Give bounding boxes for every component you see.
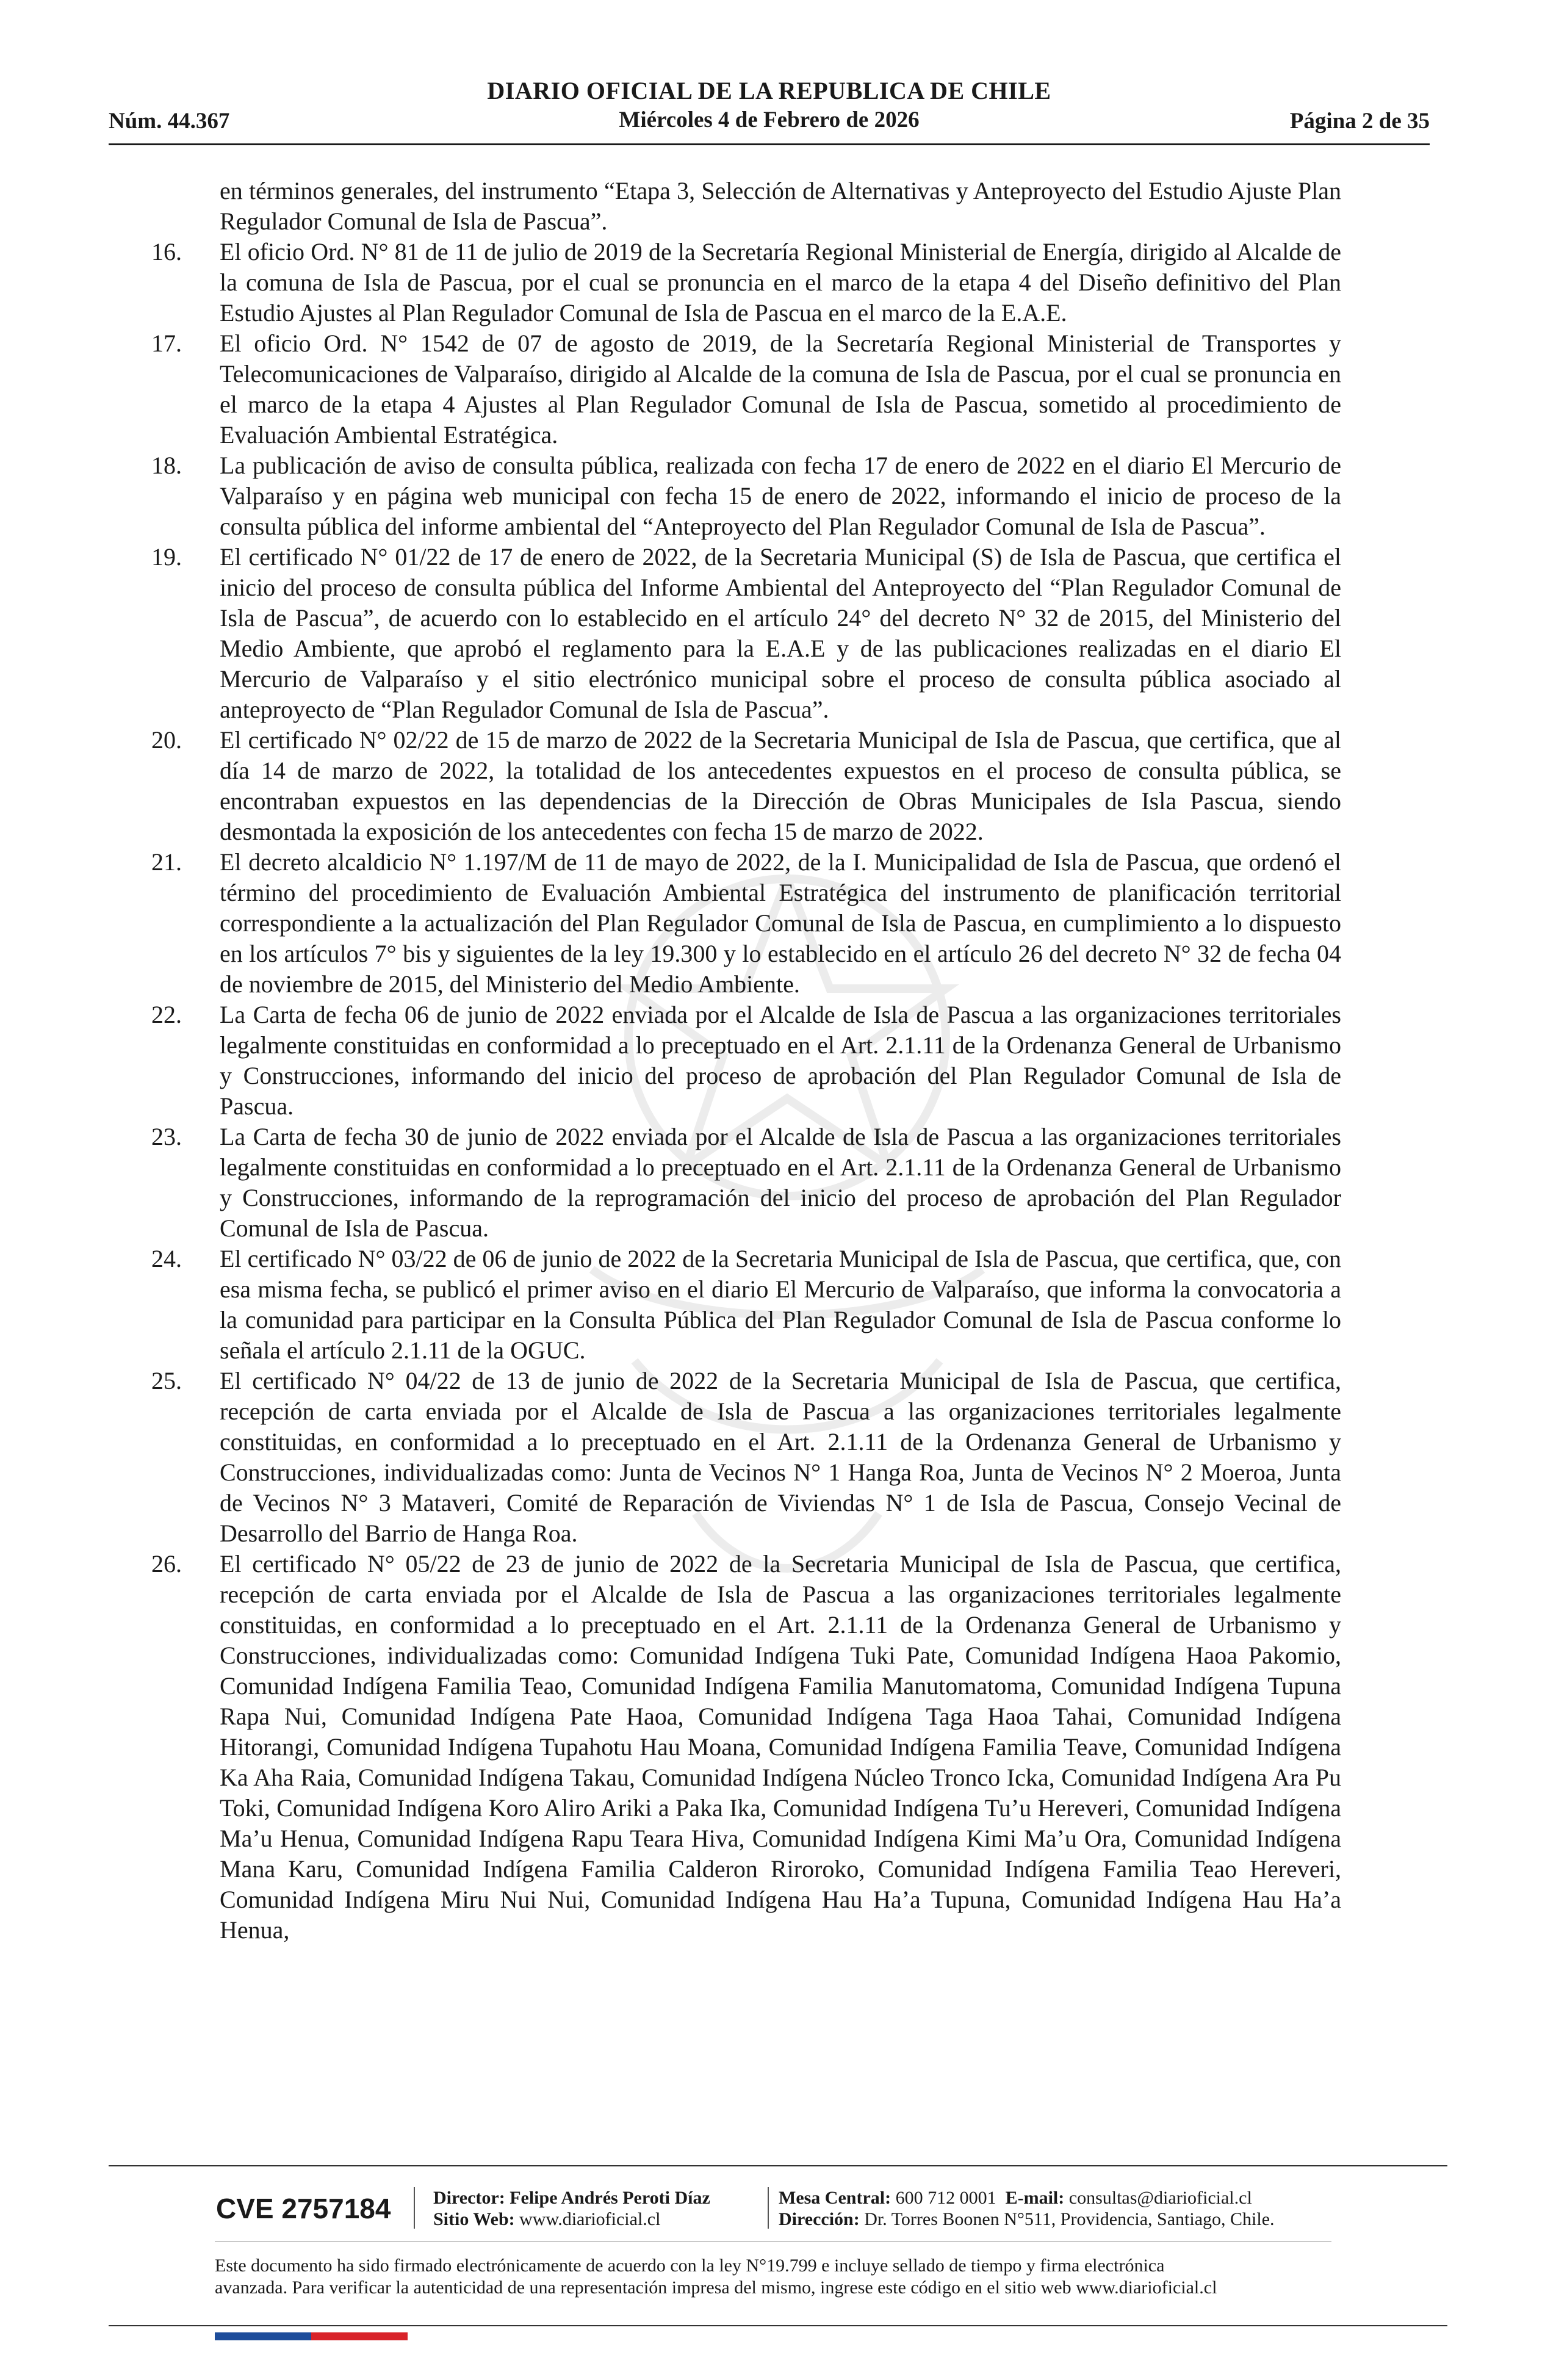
paragraph-text: El certificado N° 04/22 de 13 de junio de 2022 de la Secretaria Municipal de Isla de Pascua, que certifica, recepción de carta enviada por el Alcalde de Isla de Pascua a las organizaciones territoriales legalmente constituidas, en conformidad a lo preceptuado en el Art. 2.1.11 de la Ordenanza General de Urbanismo y Construcciones, individualizadas como: Junta de Vecinos N° 1 Hanga Roa, Junta de Vecinos N° 2 Moeroa, Junta de Vecinos N° 3 Mataveri, Comité de Reparación de Viviendas N° 1 de Isla de Pascua, Consejo Vecinal de Desarrollo del Barrio de Hanga Roa. (220, 1367, 1341, 1547)
legal-line-2: avanzada. Para verificar la autenticidad de una representación impresa del mismo, ingrese este código en el sitio web www.diarioficial.cl (215, 2277, 1217, 2298)
item-number: 20. (151, 726, 182, 754)
list-item (151, 1549, 1341, 1945)
paragraph-text: La Carta de fecha 30 de junio de 2022 enviada por el Alcalde de Isla de Pascua a las organizaciones territoriales legalmente constituidas en conformidad a lo preceptuado en el Art. 2.1.11 de la Ordenanza General de Urbanismo y Construcciones, informando de la reprogramación del inicio del proceso de aprobación del Plan Regulador Comunal de Isla de Pascua. (220, 1123, 1341, 1242)
paragraph-text: La Carta de fecha 06 de junio de 2022 enviada por el Alcalde de Isla de Pascua a las organizaciones territoriales legalmente constituidas en conformidad a lo preceptuado en el Art. 2.1.11 de la Ordenanza General de Urbanismo y Construcciones, informando del inicio del proceso de aprobación del Plan Regulador Comunal de Isla de Pascua. (220, 1001, 1341, 1120)
paragraph-text: El certificado N° 03/22 de 06 de junio de 2022 de la Secretaria Municipal de Isla de Pascua, que certifica, que, con esa misma fecha, se publicó el primer aviso en el diario El Mercurio de Valparaíso, que informa la convocatoria a la comunidad para participar en la Consulta Pública del Plan Regulador Comunal de Isla de Pascua conforme lo señala el artículo 2.1.11 de la OGUC. (220, 1245, 1341, 1364)
footer-top-rule (109, 2165, 1447, 2166)
web-link[interactable]: www.diarioficial.cl (519, 2209, 661, 2229)
paragraph-text: El certificado N° 05/22 de 23 de junio de 2022 de la Secretaria Municipal de Isla de Pascua, que certifica, recepción de carta enviada por el Alcalde de Isla de Pascua a las organizaciones territoriales legalmente constituidas, en conformidad a lo preceptuado en el Art. 2.1.11 de la Ordenanza General de Urbanismo y Construcciones, individualizadas como: Comunidad Indígena Tuki Pate, Comunidad Indígena Haoa Pakomio, Comunidad Indígena Familia Teao, Comunidad Indígena Familia Manutomatoma, Comunidad Indígena Tupuna Rapa Nui, Comunidad Indígena Pate Haoa, Comunidad Indígena Taga Haoa Tahai, Comunidad Indígena Hitorangi, Comunidad Indígena Tupahotu Hau Moana, Comunidad Indígena Familia Teave, Comunidad Indígena Ka Aha Raia, Comunidad Indígena Takau, Comunidad Indígena Núcleo Tronco Icka, Comunidad Indígena Ara Pu Toki, Comunidad Indígena Koro Aliro Ariki a Paka Ika, Comunidad Indígena Tu’u Hereveri, Comunidad Indígena Ma’u Henua, Comunidad Indígena Rapu Teara Hiva, Comunidad Indígena Kimi Ma’u Ora, Comunidad Indígena Mana Karu, Comunidad Indígena Familia Calderon Riroroko, Comunidad Indígena Familia Teao Hereveri, Comunidad Indígena Miru Nui Nui, Comunidad Indígena Hau Ha’a Tupuna, Comunidad Indígena Hau Ha’a Henua, (220, 1550, 1341, 1944)
document-body (151, 176, 1341, 1945)
email-link[interactable]: consultas@diarioficial.cl (1068, 2188, 1252, 2208)
paragraph-text: El certificado N° 01/22 de 17 de enero de 2022, de la Secretaria Municipal (S) de Isla de Pascua, que certifica el inicio del proceso de consulta pública del Informe Ambiental del Anteproyecto del “Plan Regulador Comunal de Isla de Pascua”, de acuerdo con lo establecido en el artículo 24° del decreto N° 32 de 2015, del Ministerio del Medio Ambiente, que aprobó el reglamento para la E.A.E y de las publicaciones realizadas en el diario El Mercurio de Valparaíso y el sitio electrónico municipal sobre el proceso de consulta pública asociado al anteproyecto de “Plan Regulador Comunal de Isla de Pascua”. (220, 543, 1341, 723)
list-item (151, 542, 1341, 725)
item-number: 22. (151, 1001, 182, 1028)
director-name: Felipe Andrés Peroti Díaz (510, 2188, 710, 2208)
flag-red-segment (311, 2332, 408, 2340)
address-value: Dr. Torres Boonen N°511, Providencia, Santiago, Chile. (864, 2209, 1275, 2229)
legal-notice (215, 2255, 1374, 2299)
item-number: 19. (151, 543, 182, 571)
list-item (151, 1244, 1341, 1366)
footer-bottom-rule (109, 2325, 1447, 2326)
item-number: 23. (151, 1123, 182, 1150)
item-number: 18. (151, 452, 182, 479)
paragraph-text: El decreto alcaldicio N° 1.197/M de 11 de mayo de 2022, de la I. Municipalidad de Isla de Pascua, que ordenó el término del procedimiento de Evaluación Ambiental Estratégica del instrumento de planificación territorial correspondiente a la actualización del Plan Regulador Comunal de Isla de Pascua, en cumplimiento a lo dispuesto en los artículos 7° bis y siguientes de la ley 19.300 y lo establecido en el artículo 26 del decreto N° 32 de fecha 04 de noviembre de 2015, del Ministerio del Medio Ambiente. (220, 848, 1341, 998)
paragraph-text: El certificado N° 02/22 de 15 de marzo de 2022 de la Secretaria Municipal de Isla de Pascua, que certifica, que al día 14 de marzo de 2022, la totalidad de los antecedentes expuestos en el proceso de consulta pública, se encontraban expuestos en las dependencias de la Dirección de Obras Municipales de Isla Pascua, siendo desmontada la exposición de los antecedentes con fecha 15 de marzo de 2022. (220, 726, 1341, 845)
mesa-label: Mesa Central: (779, 2188, 891, 2208)
list-item (151, 1000, 1341, 1122)
list-item (151, 1366, 1341, 1549)
paragraph-text: La publicación de aviso de consulta pública, realizada con fecha 17 de enero de 2022 en el diario El Mercurio de Valparaíso y en página web municipal con fecha 15 de enero de 2022, informando el inicio de proceso de la consulta pública del informe ambiental del “Anteproyecto del Plan Regulador Comunal de Isla de Pascua”. (220, 452, 1341, 540)
email-label: E-mail: (1005, 2188, 1065, 2208)
publication-date: Miércoles 4 de Febrero de 2026 (619, 107, 920, 132)
footer-contact-block (779, 2187, 1275, 2230)
flag-blue-segment (215, 2332, 311, 2340)
web-label: Sitio Web: (433, 2209, 515, 2229)
list-item (151, 847, 1341, 1000)
issue-number: Núm. 44.367 (109, 109, 230, 134)
list-item (151, 328, 1341, 450)
list-item (151, 450, 1341, 542)
item-number: 24. (151, 1245, 182, 1272)
footer-divider (768, 2187, 769, 2229)
list-item (151, 1122, 1341, 1244)
list-item (151, 725, 1341, 847)
list-item (151, 237, 1341, 328)
paragraph-text: El oficio Ord. N° 1542 de 07 de agosto de 2019, de la Secretaría Regional Ministerial de Transportes y Telecomunicaciones de Valparaíso, dirigido al Alcalde de la comuna de Isla de Pascua, por el cual se pronuncia en el marco de la etapa 4 Ajustes al Plan Regulador Comunal de Isla de Pascua, sometido al procedimiento de Evaluación Ambiental Estratégica. (220, 330, 1341, 449)
paragraph-text: El oficio Ord. N° 81 de 11 de julio de 2019 de la Secretaría Regional Ministerial de Energía, dirigido al Alcalde de la comuna de Isla de Pascua, por el cual se pronuncia en el marco de la etapa 4 del Diseño definitivo del Plan Estudio Ajustes al Plan Regulador Comunal de Isla de Pascua en el marco de la E.A.E. (220, 238, 1341, 326)
legal-line-1: Este documento ha sido firmado electrónicamente de acuerdo con la ley N°19.799 e incluye sellado de tiempo y firma electrónica (215, 2256, 1165, 2276)
item-number: 25. (151, 1367, 182, 1394)
masthead (109, 76, 1430, 134)
publication-title: DIARIO OFICIAL DE LA REPUBLICA DE CHILE (487, 77, 1051, 104)
paragraph-text: en términos generales, del instrumento “Etapa 3, Selección de Alternativas y Anteproyecto del Estudio Ajuste Plan Regulador Comunal de Isla de Pascua”. (220, 177, 1341, 235)
item-number: 17. (151, 330, 182, 357)
item-number: 16. (151, 238, 182, 265)
chile-flag-stripe-icon (215, 2332, 408, 2340)
list-item-continuation (220, 176, 1341, 237)
page-header (109, 72, 1430, 145)
item-number: 26. (151, 1550, 182, 1578)
director-label: Director: (433, 2188, 505, 2208)
mesa-phone: 600 712 0001 (895, 2188, 996, 2208)
cve-code: CVE 2757184 (216, 2193, 391, 2224)
footer-director-block (433, 2187, 710, 2230)
footer-divider (414, 2187, 415, 2229)
item-number: 21. (151, 848, 182, 876)
address-label: Dirección: (779, 2209, 860, 2229)
header-rule (109, 143, 1430, 145)
page-number: Página 2 de 35 (1289, 109, 1430, 134)
